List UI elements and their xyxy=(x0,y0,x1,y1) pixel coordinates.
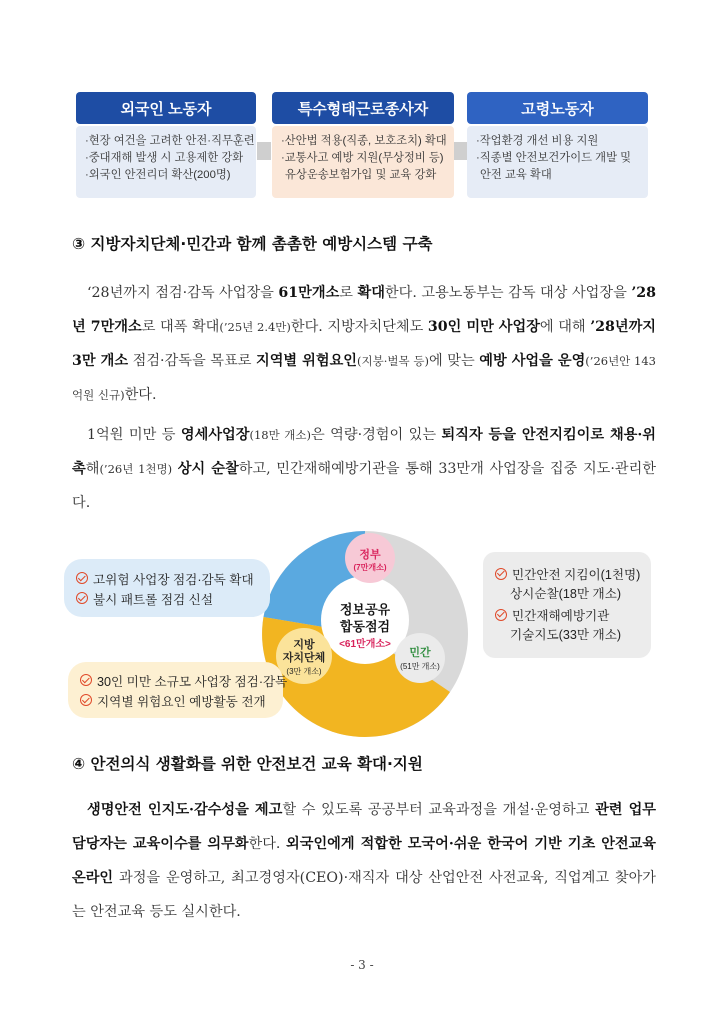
check-circle-icon xyxy=(80,674,92,686)
list-item: 고위험 사업장 점검·감독 확대 xyxy=(76,568,270,588)
box-line: ·교통사고 예방 지원(무상정비 등) xyxy=(281,152,444,164)
gov-label: 정부 xyxy=(359,549,381,561)
paragraph: 생명안전 인지도·감수성을 제고할 수 있도록 공공부터 교육과정을 개설·운영하고 관련 업무 담당자는 교육이수를 의무화한다. 외국인에게 적합한 모국어·쉬운 한국어 기반 기초 안전교육 온라인 과정을 운영하고, 최고경영자(CEO)·재직자 대상 산업안전 사전교육, 직업계고 찾아가는 안전교육 등도 실시한다. xyxy=(72,802,657,920)
list-item-sub: 기술지도(33만 개소) xyxy=(510,628,622,642)
box-line: ·중대재해 발생 시 고용제한 강화 xyxy=(85,152,244,164)
list-item: 불시 패트롤 점검 신설 xyxy=(76,588,270,608)
paragraph: 1억원 미만 등 영세사업장(18만 개소)은 역량·경험이 있는 퇴직자 등을 안전지킴이로 채용·위촉해(’26년 1천명) 상시 순찰하고, 민간재해예방기관을 통해 33만개 사업장을 집중 지도·관리한다. xyxy=(72,427,657,511)
box-body xyxy=(467,126,648,198)
check-circle-icon xyxy=(80,694,92,706)
box-line: ·산안법 적용(직종, 보호조치) 확대 xyxy=(281,135,447,147)
section-heading: ④ 안전의식 생활화를 위한 안전보건 교육 확대·지원 xyxy=(72,755,423,773)
check-circle-icon xyxy=(76,592,88,604)
local-items-callout xyxy=(68,662,288,718)
list-item: 민간재해예방기관 xyxy=(495,605,651,624)
box-title: 특수형태근로종사자 xyxy=(272,92,454,124)
box-title: 고령노동자 xyxy=(467,92,648,124)
center-subtitle: <61만개소> xyxy=(339,639,391,650)
local-label: 자치단체 xyxy=(282,652,326,664)
box-special-workers xyxy=(272,92,454,198)
private-label: 민간 xyxy=(409,647,431,659)
list-item-sub: 상시순찰(18만 개소) xyxy=(510,587,622,601)
center-title: 합동점검 xyxy=(339,619,391,634)
list-item: 지역별 위험요인 예방활동 전개 xyxy=(80,690,283,710)
cooperation-diagram xyxy=(260,528,470,740)
connector xyxy=(454,142,468,160)
gov-items-callout xyxy=(64,559,270,617)
gov-count: (7만개소) xyxy=(353,563,387,572)
center-title: 정보공유 xyxy=(339,602,391,617)
box-body xyxy=(76,126,256,198)
connector xyxy=(257,142,271,160)
list-item: 민간안전 지킴이(1천명) xyxy=(495,564,651,583)
box-line: ·작업환경 개선 비용 지원 xyxy=(476,135,599,147)
box-line: ·외국인 안전리더 확산(200명) xyxy=(85,169,231,181)
check-circle-icon xyxy=(495,568,507,580)
box-line: ·직종별 안전보건가이드 개발 및 xyxy=(476,152,632,164)
private-items-callout xyxy=(483,552,651,658)
box-elderly-workers xyxy=(467,92,648,198)
check-circle-icon xyxy=(76,572,88,584)
box-line: 안전 교육 확대 xyxy=(480,169,552,181)
box-foreign-workers xyxy=(76,92,256,198)
box-body xyxy=(272,126,454,198)
page-number: - 3 - xyxy=(350,958,374,972)
box-line: 유상운송보험가입 및 교육 강화 xyxy=(285,169,437,181)
check-circle-icon xyxy=(495,609,507,621)
local-label: 지방 xyxy=(293,639,315,651)
list-item: 30인 미만 소규모 사업장 점검·감독 xyxy=(80,670,283,690)
box-title: 외국인 노동자 xyxy=(76,92,256,124)
box-line: ·현장 여건을 고려한 안전·직무훈련 xyxy=(85,135,255,147)
section-heading: ③ 지방자치단체·민간과 함께 촘촘한 예방시스템 구축 xyxy=(72,235,433,253)
local-count: (3만 개소) xyxy=(286,667,322,676)
private-count: (51만 개소) xyxy=(400,662,440,671)
paragraph: ‘28년까지 점검·감독 사업장을 61만개소로 확대한다. 고용노동부는 감독 대상 사업장을 ’28년 7만개소로 대폭 확대(’25년 2.4만)한다. 지방자치단체도 30인 미만 사업장에 대해 ’28년까지 3만 개소 점검·감독을 목표로 지역별 위험요인(지붕·벌목 등)에 맞는 예방 사업을 운영(’26년안 143억원 신규)한다. xyxy=(72,285,657,403)
